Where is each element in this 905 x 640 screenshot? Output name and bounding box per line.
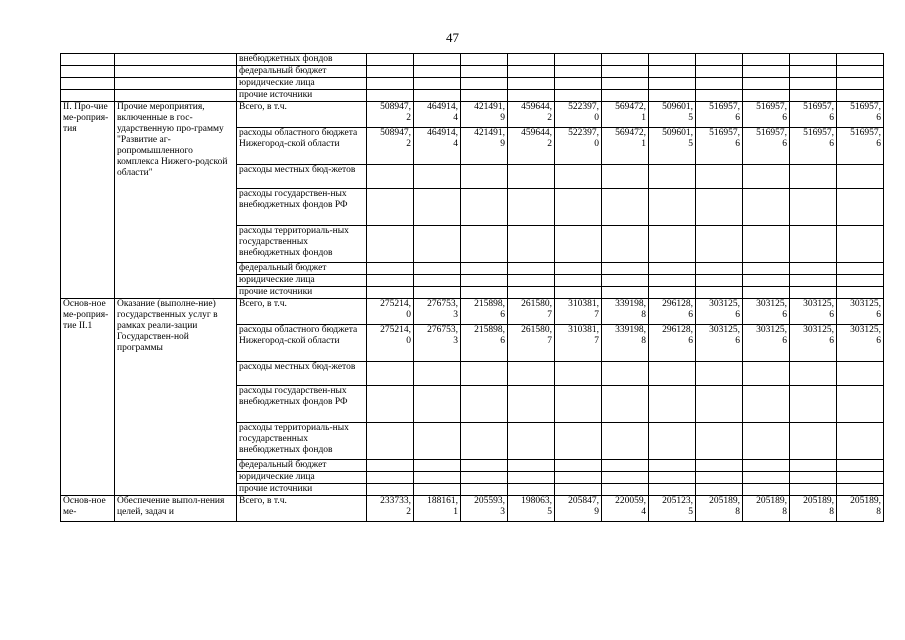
value-cell: 188161, 1 xyxy=(414,496,461,522)
value-cell xyxy=(508,263,555,275)
category-cell: Всего, в т.ч. xyxy=(237,102,367,128)
value-cell xyxy=(743,90,790,102)
value-cell xyxy=(461,472,508,484)
value-cell xyxy=(790,165,837,189)
value-cell xyxy=(743,275,790,287)
table-row xyxy=(61,54,884,66)
value-cell xyxy=(508,362,555,386)
value-cell: 516957, 6 xyxy=(696,102,743,128)
value-cell: 275214, 0 xyxy=(367,325,414,362)
value-cell xyxy=(696,165,743,189)
value-cell: 303125, 6 xyxy=(790,325,837,362)
value-cell: 220059, 4 xyxy=(602,496,649,522)
section-name: Обеспечение выпол-нения целей, задач и xyxy=(115,496,237,522)
value-cell xyxy=(555,226,602,263)
value-cell xyxy=(790,472,837,484)
code-cell xyxy=(61,78,115,90)
value-cell: 516957, 6 xyxy=(790,128,837,165)
value-cell xyxy=(414,90,461,102)
value-cell xyxy=(461,226,508,263)
value-cell: 198063, 5 xyxy=(508,496,555,522)
value-cell xyxy=(790,189,837,226)
value-cell: 569472, 1 xyxy=(602,128,649,165)
value-cell xyxy=(367,54,414,66)
name-cell xyxy=(115,90,237,102)
value-cell: 516957, 6 xyxy=(743,128,790,165)
value-cell xyxy=(649,90,696,102)
value-cell xyxy=(461,90,508,102)
value-cell: 464914, 4 xyxy=(414,102,461,128)
value-cell xyxy=(367,287,414,299)
value-cell xyxy=(790,484,837,496)
category-cell: расходы государствен-ных внебюджетных фондов РФ xyxy=(237,189,367,226)
value-cell xyxy=(555,362,602,386)
value-cell xyxy=(508,54,555,66)
value-cell xyxy=(508,66,555,78)
value-cell xyxy=(837,90,884,102)
value-cell xyxy=(649,472,696,484)
value-cell xyxy=(508,165,555,189)
value-cell xyxy=(837,189,884,226)
value-cell xyxy=(414,386,461,423)
value-cell xyxy=(414,460,461,472)
value-cell xyxy=(790,66,837,78)
value-cell xyxy=(790,226,837,263)
value-cell: 339198, 8 xyxy=(602,299,649,325)
value-cell xyxy=(367,460,414,472)
value-cell xyxy=(696,287,743,299)
value-cell xyxy=(367,165,414,189)
value-cell xyxy=(367,472,414,484)
value-cell xyxy=(790,90,837,102)
value-cell xyxy=(743,287,790,299)
value-cell xyxy=(837,472,884,484)
value-cell: 516957, 6 xyxy=(790,102,837,128)
value-cell xyxy=(602,226,649,263)
value-cell xyxy=(790,78,837,90)
value-cell xyxy=(649,460,696,472)
value-cell xyxy=(555,189,602,226)
value-cell xyxy=(696,362,743,386)
value-cell xyxy=(696,189,743,226)
value-cell: 516957, 6 xyxy=(743,102,790,128)
code-cell xyxy=(61,66,115,78)
value-cell: 275214, 0 xyxy=(367,299,414,325)
section-code: Основ-ное ме- xyxy=(61,496,115,522)
value-cell xyxy=(696,472,743,484)
value-cell xyxy=(743,423,790,460)
value-cell xyxy=(367,189,414,226)
value-cell: 205593, 3 xyxy=(461,496,508,522)
value-cell xyxy=(837,362,884,386)
value-cell: 522397, 0 xyxy=(555,128,602,165)
value-cell xyxy=(790,423,837,460)
page-number: 47 xyxy=(446,30,459,45)
value-cell: 459644, 2 xyxy=(508,102,555,128)
value-cell xyxy=(743,189,790,226)
category-cell: прочие источники xyxy=(237,287,367,299)
value-cell xyxy=(837,275,884,287)
category-cell: юридические лица xyxy=(237,78,367,90)
value-cell xyxy=(696,460,743,472)
value-cell xyxy=(461,165,508,189)
value-cell xyxy=(743,386,790,423)
value-cell xyxy=(555,460,602,472)
value-cell xyxy=(414,275,461,287)
table-row xyxy=(61,90,884,102)
value-cell xyxy=(414,263,461,275)
value-cell: 303125, 6 xyxy=(743,325,790,362)
value-cell xyxy=(837,78,884,90)
value-cell xyxy=(696,54,743,66)
category-cell: юридические лица xyxy=(237,472,367,484)
value-cell: 459644, 2 xyxy=(508,128,555,165)
value-cell xyxy=(508,189,555,226)
value-cell: 310381, 7 xyxy=(555,325,602,362)
category-cell: федеральный бюджет xyxy=(237,460,367,472)
value-cell xyxy=(555,287,602,299)
value-cell xyxy=(555,66,602,78)
value-cell xyxy=(696,226,743,263)
value-cell xyxy=(743,66,790,78)
value-cell xyxy=(602,54,649,66)
value-cell xyxy=(367,362,414,386)
category-cell: прочие источники xyxy=(237,484,367,496)
table-row xyxy=(61,78,884,90)
value-cell xyxy=(367,423,414,460)
value-cell xyxy=(790,362,837,386)
value-cell: 215898, 6 xyxy=(461,325,508,362)
budget-table xyxy=(60,53,884,522)
value-cell: 303125, 6 xyxy=(790,299,837,325)
code-cell xyxy=(61,54,115,66)
value-cell xyxy=(790,263,837,275)
value-cell xyxy=(414,54,461,66)
value-cell xyxy=(649,386,696,423)
value-cell xyxy=(602,275,649,287)
value-cell xyxy=(743,362,790,386)
value-cell: 205189, 8 xyxy=(837,496,884,522)
category-cell: расходы областного бюджета Нижегород-ской области xyxy=(237,128,367,165)
value-cell xyxy=(461,78,508,90)
value-cell xyxy=(790,54,837,66)
value-cell xyxy=(649,226,696,263)
value-cell xyxy=(649,484,696,496)
value-cell xyxy=(555,423,602,460)
value-cell xyxy=(649,189,696,226)
value-cell xyxy=(508,484,555,496)
value-cell: 296128, 6 xyxy=(649,299,696,325)
value-cell: 303125, 6 xyxy=(696,299,743,325)
value-cell xyxy=(461,287,508,299)
section-code: Основ-ное ме-роприя-тие II.1 xyxy=(61,299,115,496)
value-cell xyxy=(367,66,414,78)
value-cell xyxy=(508,472,555,484)
category-cell: внебюджетных фондов xyxy=(237,54,367,66)
value-cell xyxy=(649,78,696,90)
value-cell xyxy=(743,165,790,189)
value-cell xyxy=(696,484,743,496)
value-cell xyxy=(696,423,743,460)
value-cell xyxy=(602,472,649,484)
value-cell xyxy=(649,423,696,460)
value-cell: 508947, 2 xyxy=(367,128,414,165)
value-cell xyxy=(461,460,508,472)
category-cell: федеральный бюджет xyxy=(237,66,367,78)
value-cell xyxy=(649,362,696,386)
category-cell: федеральный бюджет xyxy=(237,263,367,275)
value-cell: 522397, 0 xyxy=(555,102,602,128)
value-cell: 205189, 8 xyxy=(790,496,837,522)
category-cell: расходы территориаль-ных государственных внебюджетных фондов xyxy=(237,226,367,263)
value-cell xyxy=(508,460,555,472)
value-cell xyxy=(790,275,837,287)
value-cell: 205189, 8 xyxy=(743,496,790,522)
value-cell: 276753, 3 xyxy=(414,299,461,325)
value-cell xyxy=(367,484,414,496)
value-cell xyxy=(649,287,696,299)
value-cell: 339198, 8 xyxy=(602,325,649,362)
value-cell xyxy=(602,263,649,275)
value-cell: 205847, 9 xyxy=(555,496,602,522)
value-cell: 205123, 5 xyxy=(649,496,696,522)
value-cell xyxy=(508,386,555,423)
value-cell xyxy=(555,386,602,423)
value-cell xyxy=(649,263,696,275)
value-cell: 296128, 6 xyxy=(649,325,696,362)
value-cell: 303125, 6 xyxy=(837,299,884,325)
category-cell: расходы местных бюд-жетов xyxy=(237,362,367,386)
value-cell xyxy=(414,189,461,226)
value-cell: 215898, 6 xyxy=(461,299,508,325)
value-cell xyxy=(414,165,461,189)
value-cell xyxy=(555,90,602,102)
value-cell xyxy=(602,66,649,78)
value-cell xyxy=(743,460,790,472)
value-cell: 569472, 1 xyxy=(602,102,649,128)
value-cell xyxy=(367,275,414,287)
value-cell: 421491, 9 xyxy=(461,102,508,128)
name-cell xyxy=(115,66,237,78)
code-cell xyxy=(61,90,115,102)
value-cell: 508947, 2 xyxy=(367,102,414,128)
value-cell xyxy=(414,287,461,299)
value-cell xyxy=(461,362,508,386)
table-row xyxy=(61,299,884,325)
value-cell xyxy=(602,362,649,386)
category-cell: расходы местных бюд-жетов xyxy=(237,165,367,189)
name-cell xyxy=(115,54,237,66)
category-cell: юридические лица xyxy=(237,275,367,287)
value-cell: 464914, 4 xyxy=(414,128,461,165)
value-cell xyxy=(414,78,461,90)
value-cell xyxy=(555,275,602,287)
value-cell xyxy=(602,90,649,102)
value-cell xyxy=(837,386,884,423)
value-cell: 303125, 6 xyxy=(743,299,790,325)
table-body xyxy=(61,54,884,522)
value-cell xyxy=(555,54,602,66)
value-cell xyxy=(649,54,696,66)
value-cell xyxy=(602,484,649,496)
value-cell xyxy=(508,226,555,263)
value-cell xyxy=(461,484,508,496)
value-cell xyxy=(602,287,649,299)
value-cell: 276753, 3 xyxy=(414,325,461,362)
value-cell xyxy=(696,66,743,78)
value-cell xyxy=(555,472,602,484)
category-cell: расходы государствен-ных внебюджетных фондов РФ xyxy=(237,386,367,423)
section-name: Оказание (выполне-ние) государственных услуг в рамках реали-зации Государствен-ной программы xyxy=(115,299,237,496)
value-cell xyxy=(837,54,884,66)
value-cell: 516957, 6 xyxy=(837,128,884,165)
value-cell xyxy=(743,263,790,275)
value-cell xyxy=(649,275,696,287)
name-cell xyxy=(115,78,237,90)
table-row xyxy=(61,496,884,522)
value-cell xyxy=(602,386,649,423)
category-cell: Всего, в т.ч. xyxy=(237,496,367,522)
value-cell xyxy=(508,275,555,287)
category-cell: прочие источники xyxy=(237,90,367,102)
value-cell xyxy=(555,484,602,496)
value-cell xyxy=(837,287,884,299)
value-cell xyxy=(743,78,790,90)
value-cell xyxy=(743,54,790,66)
value-cell xyxy=(414,66,461,78)
value-cell xyxy=(602,165,649,189)
value-cell xyxy=(461,275,508,287)
value-cell: 303125, 6 xyxy=(837,325,884,362)
value-cell xyxy=(602,460,649,472)
section-code: II. Про-чие ме-роприя-тия xyxy=(61,102,115,299)
value-cell xyxy=(790,287,837,299)
value-cell xyxy=(367,78,414,90)
value-cell xyxy=(696,275,743,287)
section-name: Прочие мероприятия, включенные в гос-ударственную про-грамму "Развитие аг-ропромышленного комплекса Нижего-родской области" xyxy=(115,102,237,299)
value-cell xyxy=(555,78,602,90)
value-cell: 310381, 7 xyxy=(555,299,602,325)
value-cell xyxy=(837,484,884,496)
value-cell xyxy=(837,165,884,189)
category-cell: расходы территориаль-ных государственных внебюджетных фондов xyxy=(237,423,367,460)
value-cell xyxy=(743,226,790,263)
value-cell: 509601, 5 xyxy=(649,102,696,128)
value-cell xyxy=(414,226,461,263)
value-cell xyxy=(602,78,649,90)
value-cell xyxy=(508,78,555,90)
value-cell: 233733, 2 xyxy=(367,496,414,522)
value-cell xyxy=(602,423,649,460)
value-cell xyxy=(461,54,508,66)
value-cell: 205189, 8 xyxy=(696,496,743,522)
value-cell xyxy=(461,386,508,423)
value-cell xyxy=(414,423,461,460)
value-cell xyxy=(837,423,884,460)
value-cell xyxy=(743,484,790,496)
category-cell: Всего, в т.ч. xyxy=(237,299,367,325)
value-cell xyxy=(790,386,837,423)
value-cell xyxy=(696,90,743,102)
value-cell xyxy=(649,165,696,189)
value-cell xyxy=(837,66,884,78)
value-cell xyxy=(696,386,743,423)
value-cell: 421491, 9 xyxy=(461,128,508,165)
value-cell xyxy=(461,66,508,78)
value-cell: 516957, 6 xyxy=(837,102,884,128)
value-cell xyxy=(555,263,602,275)
value-cell xyxy=(837,226,884,263)
value-cell xyxy=(367,386,414,423)
value-cell: 303125, 6 xyxy=(696,325,743,362)
value-cell xyxy=(602,189,649,226)
value-cell: 516957, 6 xyxy=(696,128,743,165)
value-cell: 261580, 7 xyxy=(508,299,555,325)
category-cell: расходы областного бюджета Нижегород-ской области xyxy=(237,325,367,362)
value-cell: 261580, 7 xyxy=(508,325,555,362)
value-cell xyxy=(508,423,555,460)
value-cell xyxy=(837,263,884,275)
value-cell xyxy=(696,263,743,275)
value-cell xyxy=(696,78,743,90)
value-cell xyxy=(790,460,837,472)
value-cell xyxy=(367,90,414,102)
value-cell xyxy=(743,472,790,484)
value-cell xyxy=(649,66,696,78)
value-cell xyxy=(367,226,414,263)
value-cell xyxy=(414,484,461,496)
value-cell xyxy=(414,472,461,484)
value-cell xyxy=(414,362,461,386)
value-cell xyxy=(508,90,555,102)
value-cell xyxy=(555,165,602,189)
value-cell xyxy=(367,263,414,275)
value-cell: 509601, 5 xyxy=(649,128,696,165)
table-row xyxy=(61,66,884,78)
value-cell xyxy=(461,423,508,460)
value-cell xyxy=(461,189,508,226)
value-cell xyxy=(837,460,884,472)
table-row xyxy=(61,102,884,128)
value-cell xyxy=(508,287,555,299)
value-cell xyxy=(461,263,508,275)
